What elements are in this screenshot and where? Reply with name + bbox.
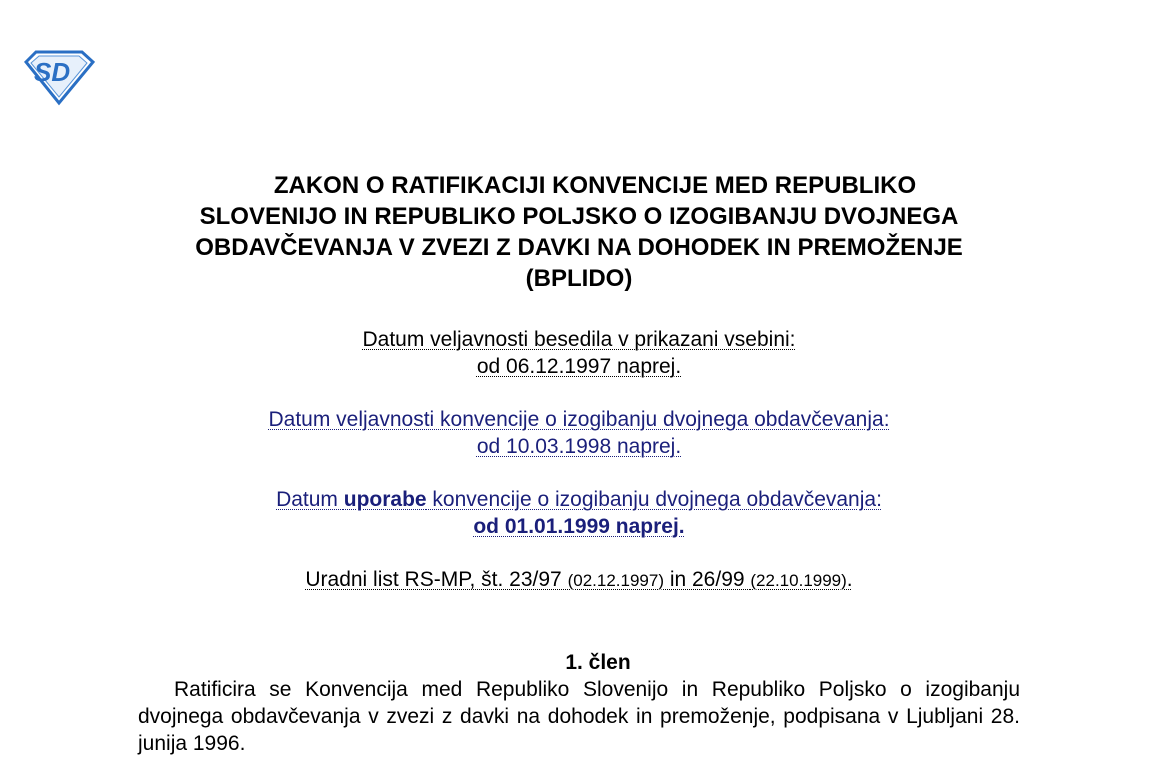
text-validity-value[interactable]: od 06.12.1997 naprej. xyxy=(476,355,682,378)
gazette-prefix: Uradni list RS-MP, št. 23/97 xyxy=(305,568,568,591)
convention-application-label[interactable] xyxy=(276,488,882,511)
title-line-4: (BPLIDO) xyxy=(525,265,633,292)
gazette-suffix: . xyxy=(846,568,853,591)
convention-validity-value[interactable]: od 10.03.1998 naprej. xyxy=(476,435,682,458)
title-line-1: ZAKON O RATIFIKACIJI KONVENCIJE MED REPUBLIKO xyxy=(273,172,917,199)
gazette-block xyxy=(138,566,1020,594)
convention-validity-label[interactable]: Datum veljavnosti konvencije o izogibanju dvojnega obdavčevanja: xyxy=(268,408,890,431)
application-label-part2: konvencije o izogibanju dvojnega obdavčevanja: xyxy=(426,488,882,511)
convention-application-value[interactable] xyxy=(473,515,684,538)
text-validity-block xyxy=(138,326,1020,380)
application-value-bold: od 01.01.1999 naprej. xyxy=(473,515,685,538)
article-heading: 1. člen xyxy=(565,651,631,674)
text-validity-label[interactable]: Datum veljavnosti besedila v prikazani vsebini: xyxy=(362,328,796,351)
gazette-middle: in 26/99 xyxy=(663,568,751,591)
logo-text: SD xyxy=(34,57,71,87)
title-line-3: OBDAVČEVANJA V ZVEZI Z DAVKI NA DOHODEK IN PREMOŽENJE xyxy=(195,234,963,261)
application-label-part1: Datum xyxy=(276,488,344,511)
document-title xyxy=(138,170,1020,294)
gazette-date-1: (02.12.1997) xyxy=(567,571,664,590)
convention-application-block xyxy=(138,486,1020,540)
title-line-2: SLOVENIJO IN REPUBLIKO POLJSKO O IZOGIBANJU DVOJNEGA xyxy=(199,203,959,230)
convention-validity-block xyxy=(138,406,1020,460)
application-label-bold: uporabe xyxy=(343,488,427,511)
article-body: Ratificira se Konvencija med Republiko Slovenijo in Republiko Poljsko o izogibanju dvojnega obdavčevanja v zvezi z davki na dohodek in premoženje, podpisana v Ljubljani 28. junija 1996. xyxy=(138,678,1020,755)
gazette-reference[interactable] xyxy=(305,568,852,591)
gazette-date-2: (22.10.1999) xyxy=(750,571,847,590)
sd-logo-icon xyxy=(22,48,96,106)
